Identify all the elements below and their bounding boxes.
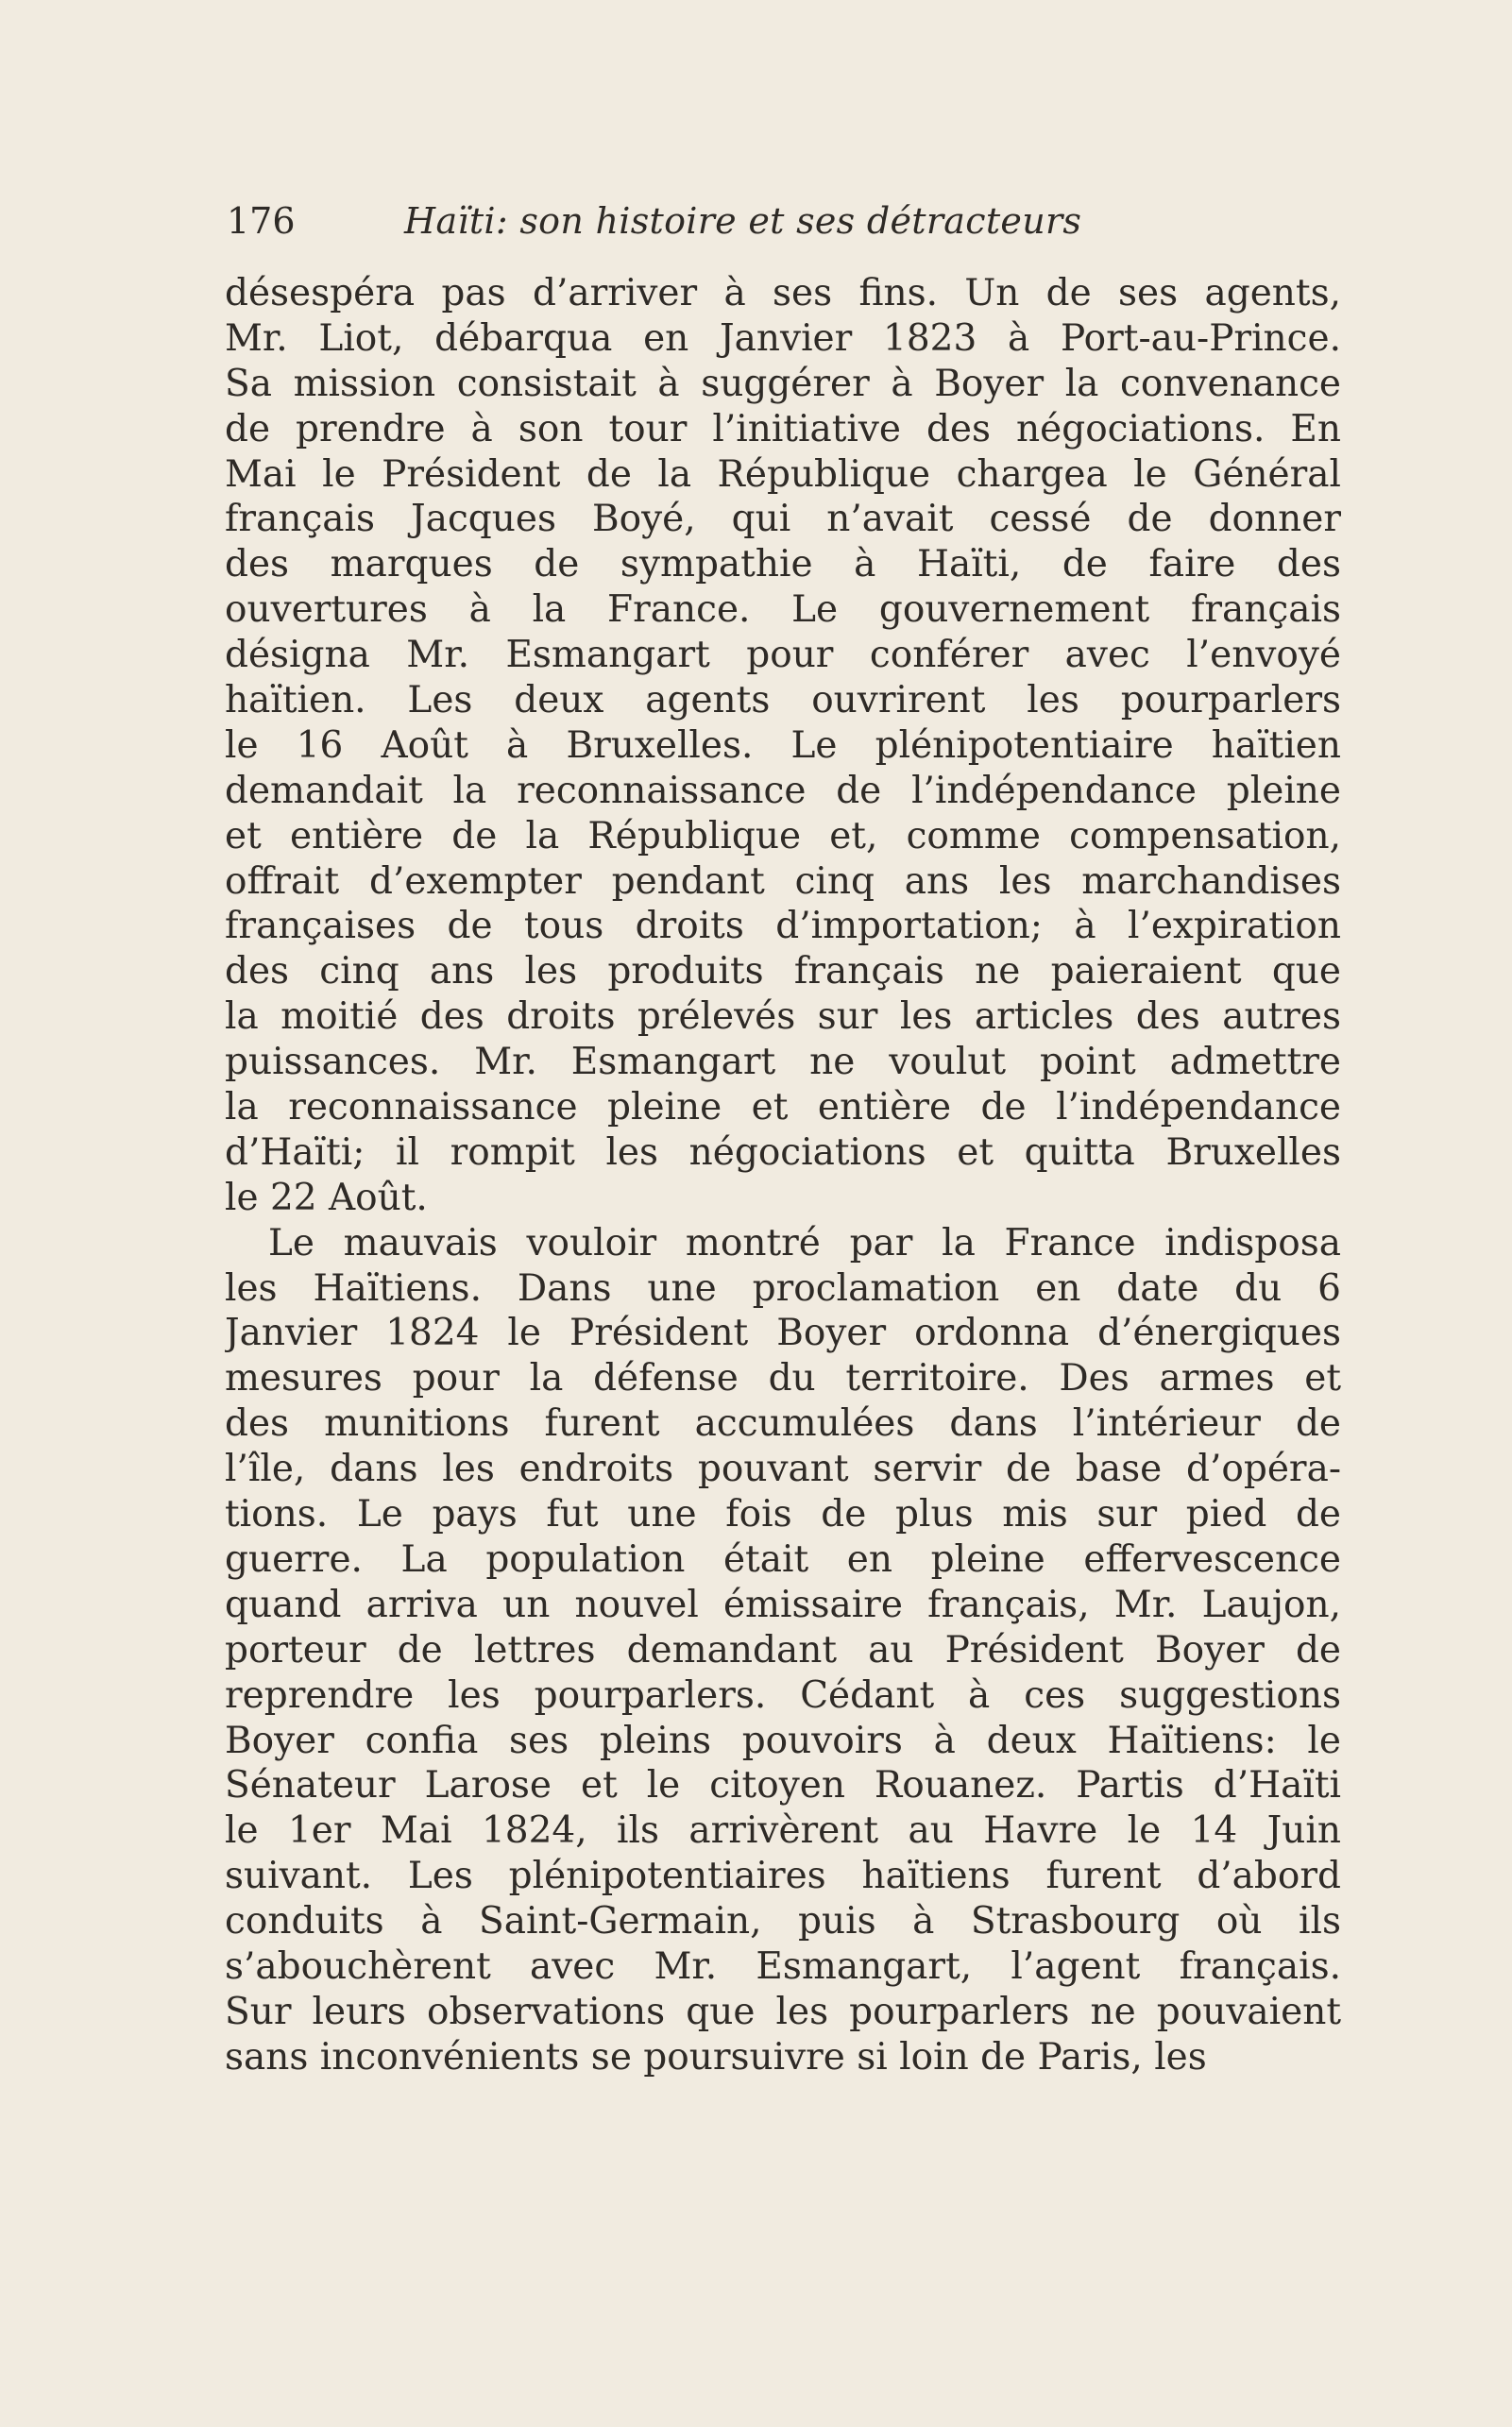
text-line: le 16 Août à Bruxelles. Le plénipotentiaire haïtien [225,723,1341,767]
text-line: désigna Mr. Esmangart pour conférer avec l’envoyé [225,634,1341,677]
text-line: Mai le Président de la République chargea le Général [225,452,1341,496]
text-line: demandait la reconnaissance de l’indépendance pleine [225,769,1341,812]
text-line: et entière de la République et, comme compensation, [225,814,1341,857]
text-line: guerre. La population était en pleine effervescence [225,1537,1341,1581]
text-line: françaises de tous droits d’importation; à l’expiration [225,905,1341,948]
text-line: Sur leurs observations que les pourparlers ne pouvaient [225,1990,1341,2033]
text-line: le 1er Mai 1824, ils arrivèrent au Havre le 14 Juin [225,1809,1341,1853]
text-line: reprendre les pourparlers. Cédant à ces suggestions [225,1673,1341,1717]
text-line: sans inconvénients se poursuivre si loin de Paris, les [225,2035,1207,2079]
text-line: les Haïtiens. Dans une proclamation en date du 6 [225,1266,1341,1310]
text-line: la moitié des droits prélevés sur les articles des autres [225,995,1341,1039]
text-line: Sénateur Larose et le citoyen Rouanez. Partis d’Haïti [225,1764,1341,1808]
text-line: des munitions furent accumulées dans l’intérieur de [225,1402,1341,1446]
text-line: quand arriva un nouvel émissaire français, Mr. Laujon, [225,1583,1341,1626]
text-line: français Jacques Boyé, qui n’avait cessé de donner [225,498,1341,541]
running-head [227,193,1228,249]
text-line: Le mauvais vouloir montré par la France indisposa [268,1221,1341,1264]
running-title: Haïti: son histoire et ses détracteurs [404,200,1082,242]
text-line: d’Haïti; il rompit les négociations et quitta Bruxelles [225,1130,1341,1174]
paragraph-1 [225,271,1341,1221]
text-line: offrait d’exempter pendant cinq ans les marchandises [225,859,1341,903]
text-line: haïtien. Les deux agents ouvrirent les pourparlers [225,679,1341,722]
text-line: tions. Le pays fut une fois de plus mis sur pied de [225,1493,1341,1536]
text-line: porteur de lettres demandant au Président Boyer de [225,1628,1341,1672]
text-line: des cinq ans les produits français ne paieraient que [225,950,1341,993]
body-text [225,271,1341,2080]
text-line: s’abouchèrent avec Mr. Esmangart, l’agent français. [225,1944,1341,1988]
text-line: mesures pour la défense du territoire. Des armes et [225,1357,1341,1400]
paragraph-2 [225,1221,1341,2080]
page-number: 176 [227,200,296,242]
text-line: des marques de sympathie à Haïti, de faire des [225,543,1341,586]
text-line: Sa mission consistait à suggérer à Boyer la convenance [225,362,1341,405]
text-line: la reconnaissance pleine et entière de l’indépendance [225,1086,1341,1129]
text-line: puissances. Mr. Esmangart ne voulut point admettre [225,1041,1341,1084]
text-line: Mr. Liot, débarqua en Janvier 1823 à Port-au-Prince. [225,316,1341,360]
text-line: le 22 Août. [225,1176,428,1219]
text-line: conduits à Saint-Germain, puis à Strasbourg où ils [225,1900,1341,1943]
text-line: désespéra pas d’arriver à ses fins. Un de ses agents, [225,272,1341,314]
text-line: l’île, dans les endroits pouvant servir de base d’opéra- [225,1448,1341,1491]
text-line: Boyer confia ses pleins pouvoirs à deux Haïtiens: le [225,1719,1341,1762]
text-line: Janvier 1824 le Président Boyer ordonna d’énergiques [225,1312,1341,1355]
text-line: ouvertures à la France. Le gouvernement français [225,588,1341,632]
text-line: suivant. Les plénipotentiaires haïtiens furent d’abord [225,1855,1341,1898]
text-line: de prendre à son tour l’initiative des négociations. En [225,407,1341,450]
